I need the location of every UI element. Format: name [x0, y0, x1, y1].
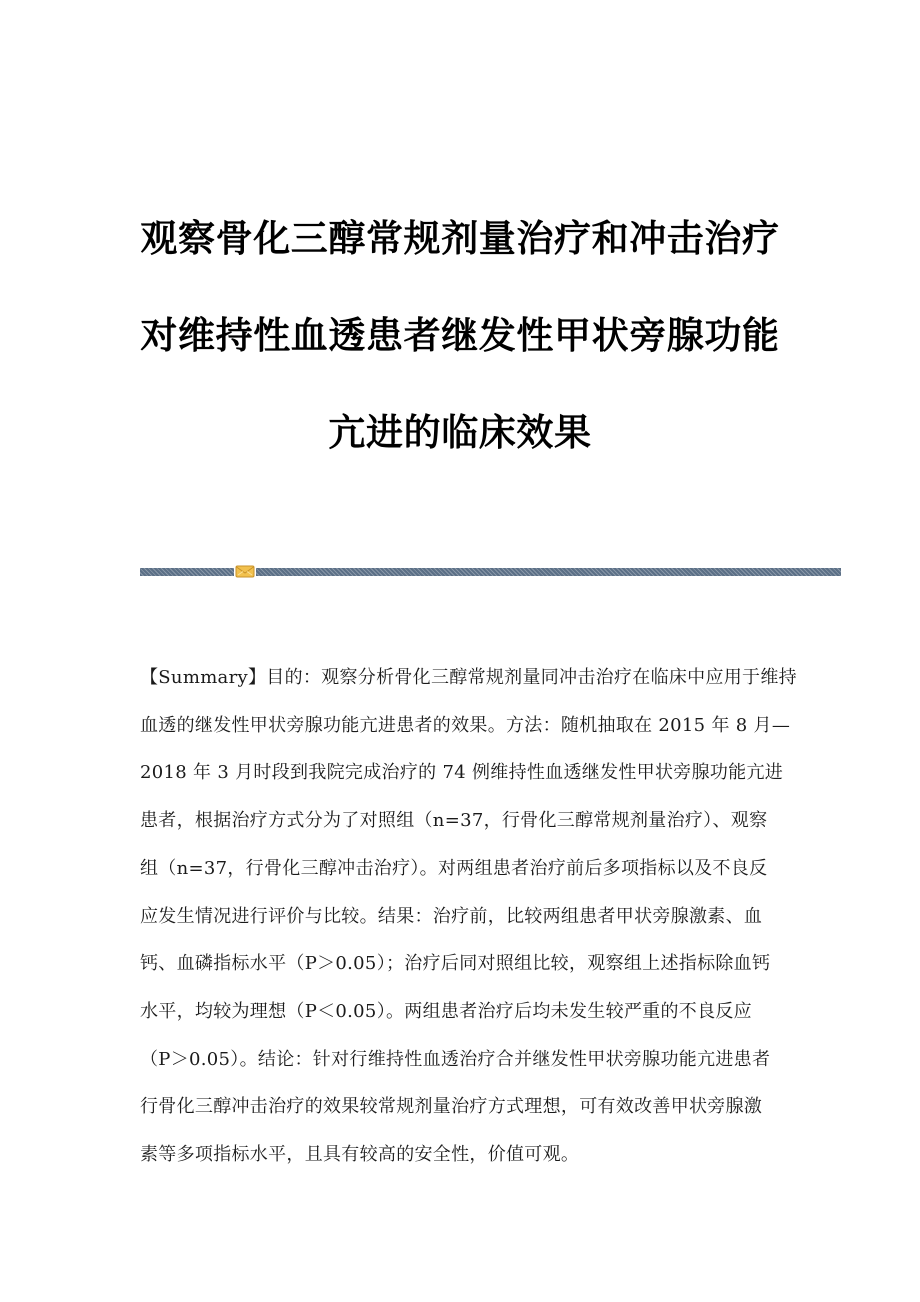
abstract-line: 水平，均较为理想（P＜0.05）。两组患者治疗后均未发生较严重的不良反应	[140, 1000, 752, 1022]
abstract-line: 应发生情况进行评价与比较。结果：治疗前，比较两组患者甲状旁腺激素、血	[140, 905, 763, 927]
abstract-line: 素等多项指标水平，且具有较高的安全性，价值可观。	[140, 1144, 580, 1166]
divider-bar-right	[256, 568, 841, 576]
document-title	[0, 190, 920, 481]
abstract-line: 【Summary】目的：观察分析骨化三醇常规剂量同冲击治疗在临床中应用于维持	[140, 667, 797, 688]
abstract-line: 钙、血磷指标水平（P＞0.05）；治疗后同对照组比较，观察组上述指标除血钙	[140, 953, 771, 975]
abstract-line: 2018 年 3 月时段到我院完成治疗的 74 例维持性血透继发性甲状旁腺功能亢进	[140, 762, 784, 784]
envelope-ornament-icon	[235, 564, 255, 579]
divider-bar-left	[140, 568, 234, 576]
abstract-line: 组（n=37，行骨化三醇冲击治疗）。对两组患者治疗前后多项指标以及不良反	[140, 857, 768, 879]
abstract-line: 行骨化三醇冲击治疗的效果较常规剂量治疗方式理想，可有效改善甲状旁腺激	[140, 1096, 763, 1118]
abstract-section	[140, 654, 840, 1179]
abstract-line: 患者，根据治疗方式分为了对照组（n=37，行骨化三醇常规剂量治疗）、观察	[140, 810, 768, 832]
abstract-line: （P＞0.05）。结论：针对行维持性血透治疗合并继发性甲状旁腺功能亢进患者	[140, 1048, 771, 1070]
abstract-line: 血透的继发性甲状旁腺功能亢进患者的效果。方法：随机抽取在 2015 年 8 月—	[140, 714, 791, 736]
title-line: 亢进的临床效果	[328, 410, 592, 454]
title-line: 对维持性血透患者继发性甲状旁腺功能	[140, 313, 780, 357]
title-line: 观察骨化三醇常规剂量治疗和冲击治疗	[140, 216, 780, 260]
